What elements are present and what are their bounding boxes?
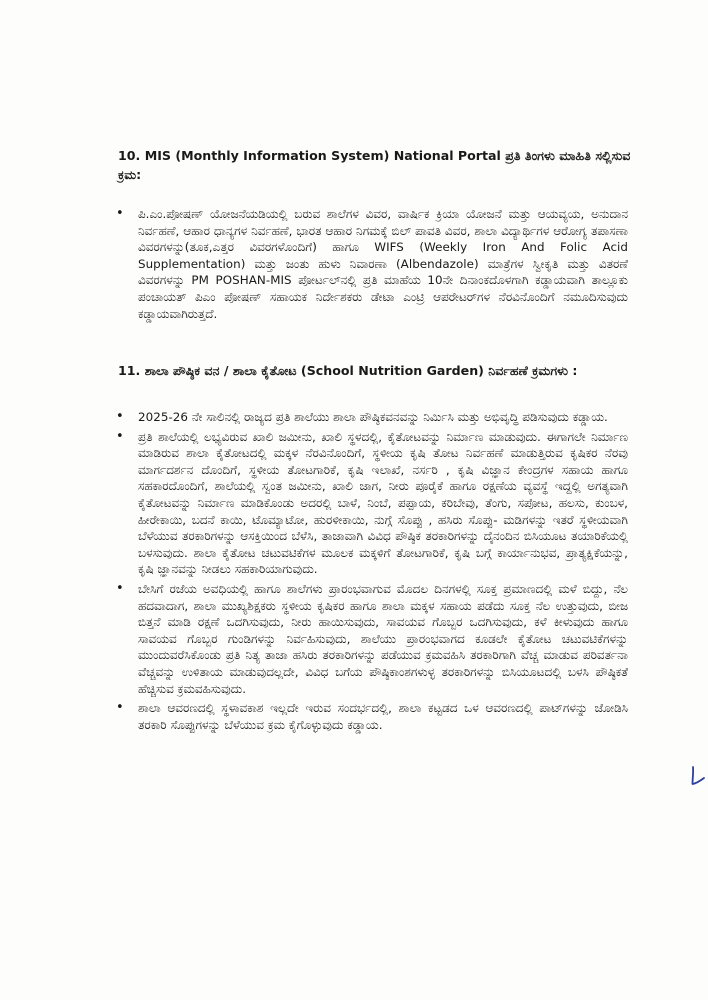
bullet-icon: •	[116, 580, 124, 596]
section-11-list	[116, 409, 628, 736]
section-10-list	[116, 206, 628, 325]
bullet-icon: •	[116, 700, 124, 716]
list-item-text: ಪಿ.ಎಂ.ಪೋಷಣ್ ಯೋಜನೆಯಡಿಯಲ್ಲಿ ಬರುವ ಶಾಲೆಗಳ ವಿವರ, ವಾರ್ಷಿಕ ಕ್ರಿಯಾ ಯೋಜನೆ ಮತ್ತು ಆಯವ್ಯಯ, ಅನುದಾನ ನಿರ್ವಹಣೆ, ಆಹಾರ ಧಾನ್ಯಗಳ ನಿರ್ವಹಣೆ, ಭಾರತ ಆಹಾರ ನಿಗಮಕ್ಕೆ ಬಿಲ್ ಪಾವತಿ ವಿವರ, ಶಾಲಾ ವಿದ್ಯಾರ್ಥಿಗಳ ಆರೋಗ್ಯ ತಪಾಸಣಾ ವಿವರಗಳನ್ನು(ತೂಕ,ಎತ್ತರ ವಿವರಗಳೊಂದಿಗೆ) ಹಾಗೂ WIFS (Weekly Iron And Folic Acid Supplementation) ಮತ್ತು ಜಂತು ಹುಳು ನಿವಾರಣಾ (Albendazole) ಮಾತ್ರೆಗಳ ಸ್ವೀಕೃತಿ ಮತ್ತು ವಿತರಣೆ ವಿವರಗಳನ್ನು PM POSHAN-MIS ಪೋರ್ಟಲ್‌ನಲ್ಲಿ ಪ್ರತಿ ಮಾಹೆಯ 10ನೇ ದಿನಾಂಕದೊಳಗಾಗಿ ಕಡ್ಡಾಯವಾಗಿ ತಾಲ್ಲೂಕು ಪಂಚಾಯತ್ ಪಿಎಂ ಪೋಷಣ್ ಸಹಾಯಕ ನಿರ್ದೇಶಕರು ಡೇಟಾ ಎಂಟ್ರಿ ಆಪರೇಟರ್‌ಗಳ ನೆರವಿನೊಂದಿಗೆ ನಮೂದಿಸುವುದು ಕಡ್ಡಾಯವಾಗಿರುತ್ತದೆ.	[138, 207, 628, 321]
list-item	[116, 206, 628, 322]
list-item-text: ಶಾಲಾ ಆವರಣದಲ್ಲಿ ಸ್ಥಳಾವಕಾಶ ಇಲ್ಲದೇ ಇರುವ ಸಂದರ್ಭದಲ್ಲಿ, ಶಾಲಾ ಕಟ್ಟಡದ ಒಳ ಆವರಣದಲ್ಲಿ ಪಾಟ್‌ಗಳನ್ನು ಜೋಡಿಸಿ ತರಕಾರಿ ಸೊಪ್ಪುಗಳನ್ನು ಬೆಳೆಯುವ ಕ್ರಮ ಕೈಗೊಳ್ಳುವುದು ಕಡ್ಡಾಯ.	[138, 701, 628, 732]
section-10-heading: 10. MIS (Monthly Information System) National Portal ಪ್ರತಿ ತಿಂಗಳು ಮಾಹಿತಿ ಸಲ್ಲಿಸುವ ಕ್ರಮ:	[118, 148, 631, 182]
list-item	[116, 580, 628, 697]
list-item-text: ಬೇಸಿಗೆ ರಜೆಯ ಅವಧಿಯಲ್ಲಿ ಹಾಗೂ ಶಾಲೆಗಳು ಪ್ರಾರಂಭವಾಗುವ ಮೊದಲ ದಿನಗಳಲ್ಲಿ ಸೂಕ್ತ ಪ್ರಮಾಣದಲ್ಲಿ ಮಳೆ ಬಿದ್ದು, ನೆಲ ಹದವಾದಾಗ, ಶಾಲಾ ಮುಖ್ಯಶಿಕ್ಷಕರು ಸ್ಥಳೀಯ ಕೃಷಿಕರ ಹಾಗೂ ಶಾಲಾ ಮಕ್ಕಳ ಸಹಾಯ ಪಡೆದು ಸೂಕ್ತ ನೆಲ ಉತ್ತುವುದು, ಬೀಜ ಬಿತ್ತನೆ ಮಾಡಿ ರಕ್ಷಣೆ ಒದಗಿಸುವುದು, ನೀರು ಹಾಯಿಸುವುದು, ಸಾವಯವ ಗೊಬ್ಬರ ಒದಗಿಸುವುದು, ಕಳೆ ಕೀಳುವುದು ಹಾಗೂ ಸಾವಯವ ಗೊಬ್ಬರ ಗುಂಡಿಗಳನ್ನು ನಿರ್ವಹಿಸುವುದು, ಶಾಲೆಯು ಪ್ರಾರಂಭವಾಗದ ಕೂಡಲೇ ಕೈತೋಟ ಚಟುವಟಿಕೆಗಳನ್ನು ಮುಂದುವರೆಸಿಕೊಂಡು ಪ್ರತಿ ನಿತ್ಯ ತಾಜಾ ಹಸಿರು ತರಕಾರಿಗಳನ್ನು ಪಡೆಯುವ ಕ್ರಮವಹಿಸಿ ತರಕಾರಿಗಾಗಿ ವೆಚ್ಚ ಮಾಡುವ ಪರಿವರ್ತನಾ ವೆಚ್ಚವನ್ನು ಉಳಿತಾಯ ಮಾಡುವುದಲ್ಲದೇ, ವಿವಿಧ ಬಗೆಯ ಪೌಷ್ಠಿಕಾಂಶಗಳುಳ್ಳ ತರಕಾರಿಗಳನ್ನು ಬಿಸಿಯೂಟದಲ್ಲಿ ಬಳಸಿ ಪೌಷ್ಠಿಕತೆ ಹೆಚ್ಚಿಸುವ ಕ್ರಮವಹಿಸುವುದು.	[138, 581, 628, 696]
bullet-icon: •	[116, 428, 124, 444]
list-item-text: ಪ್ರತಿ ಶಾಲೆಯಲ್ಲಿ ಲಭ್ಯವಿರುವ ಖಾಲಿ ಜಮೀನು, ಖಾಲಿ ಸ್ಥಳದಲ್ಲಿ, ಕೈತೋಟವನ್ನು ನಿರ್ಮಾಣ ಮಾಡುವುದು. ಈಗಾಗಲೇ ನಿರ್ಮಾಣ ಮಾಡಿರುವ ಶಾಲಾ ಕೈತೋಟದಲ್ಲಿ ಮಕ್ಕಳ ನೆರವಿನೊಂದಿಗೆ, ಸ್ಥಳೀಯ ಕೃಷಿ ತೋಟ ನಿರ್ವಹಣೆ ಮಾಡುತ್ತಿರುವ ಕೃಷಿಕರ ನೆರವು ಮಾರ್ಗದರ್ಶನ ದೊಂದಿಗೆ, ಸ್ಥಳೀಯ ತೋಟಗಾರಿಕೆ, ಕೃಷಿ ಇಲಾಖೆ, ನರ್ಸರಿ , ಕೃಷಿ ವಿಜ್ಞಾನ ಕೇಂದ್ರಗಳ ಸಹಾಯ ಹಾಗೂ ಸಹಕಾರದೊಂದಿಗೆ, ಶಾಲೆಯಲ್ಲಿ ಸ್ವಂತ ಜಮೀನು, ಖಾಲಿ ಜಾಗ, ನೀರು ಪೂರೈಕೆ ಹಾಗೂ ರಕ್ಷಣೆಯ ವ್ಯವಸ್ಥೆ ಇದ್ದಲ್ಲಿ ಅಗತ್ಯವಾಗಿ ಕೈತೋಟವನ್ನು ನಿರ್ಮಾಣ ಮಾಡಿಕೊಂಡು ಅದರಲ್ಲಿ ಬಾಳೆ, ನಿಂಬೆ, ಪಪ್ಪಾಯ, ಕರಿಬೇವು, ತೆಂಗು, ಸಪೋಟ, ಹಲಸು, ಕುಂಬಳ, ಹೀರೇಕಾಯಿ, ಬದನೆ ಕಾಯಿ, ಟೊಮ್ಯಾಟೋ, ಹುರಳೀಕಾಯಿ, ನುಗ್ಗೆ ಸೊಪ್ಪು , ಹಸಿರು ಸೊಪ್ಪು- ಮಡಿಗಳನ್ನು ಇತರೆ ಸ್ಥಳೀಯವಾಗಿ ಬೆಳೆಯುವ ತರಕಾರಿಗಳನ್ನು ಆಸಕ್ತಿಯಿಂದ ಬೆಳೆಸಿ, ತಾಜಾವಾಗಿ ವಿವಿಧ ಪೌಷ್ಠಿಕ ತರಕಾರಿಗಳನ್ನು ದೈನಂದಿನ ಬಿಸಿಯೂಟ ತಯಾರಿಕೆಯಲ್ಲಿ ಬಳಸುವುದು. ಶಾಲಾ ಕೈತೋಟ ಚಟುವಟಿಕೆಗಳ ಮೂಲಕ ಮಕ್ಕಳಿಗೆ ತೋಟಗಾರಿಕೆ, ಕೃಷಿ ಬಗ್ಗೆ ಕಾರ್ಯಾನುಭವ, ಪ್ರಾತ್ಯಕ್ಷಿಕೆಯನ್ನು, ಕೃಷಿ ಜ್ಞಾನವನ್ನು ನೀಡಲು ಸಹಕಾರಿಯಾಗುವುದು.	[138, 429, 628, 577]
list-item	[116, 700, 628, 733]
bullet-icon: •	[116, 409, 124, 424]
check-mark-icon	[690, 765, 706, 787]
list-item	[116, 428, 628, 578]
bullet-icon: •	[116, 206, 124, 221]
list-item	[116, 409, 628, 426]
section-11-heading: 11. ಶಾಲಾ ಪೌಷ್ಠಿಕ ವನ / ಶಾಲಾ ಕೈತೋಟ (School Nutrition Garden) ನಿರ್ವಹಣೆ ಕ್ರಮಗಳು :	[118, 363, 578, 378]
list-item-text: 2025-26 ನೇ ಸಾಲಿನಲ್ಲಿ ರಾಜ್ಯದ ಪ್ರತಿ ಶಾಲೆಯು ಶಾಲಾ ಪೌಷ್ಠಿಕವನವನ್ನು ನಿರ್ಮಿಸಿ ಮತ್ತು ಅಭಿವೃದ್ಧಿ ಪಡಿಸುವುದು ಕಡ್ಡಾಯ.	[138, 410, 608, 424]
